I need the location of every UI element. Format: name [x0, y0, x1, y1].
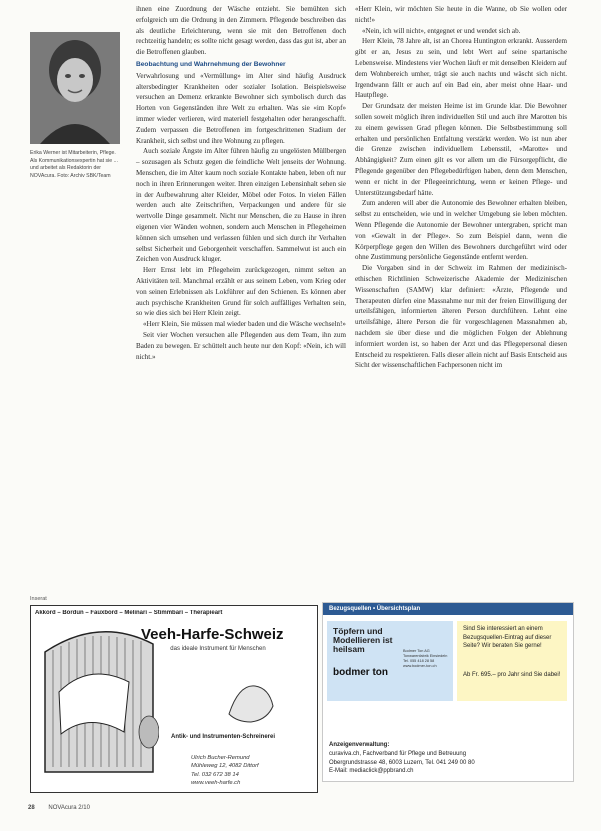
ton-small-print: Bodmer Ton AG Tonwarenfabrik Einsiedeln Tel. 055 418 28 58 www.bodmer-ton.ch: [403, 649, 448, 668]
section-heading: Beobachtung und Wahrnehmung der Bewohner: [136, 60, 286, 68]
paragraph: «Herr Klein, wir möchten Sie heute in die Wanne, ob Sie wollen oder nicht!»: [355, 5, 567, 24]
paragraph: Verwahrlosung und «Vermüllung» im Alter sind häufig Ausdruck altersbedingter Krankheiten oder sozialer Isolation. Beispielsweise versuchen an Demenz erkrankte Bewohner sich symbolisch durch das Horten von Gegenständen ihre Welt zu erhalten. Was sie «im Kopf» immer wieder verlieren, wird materiell festgehalten oder herangeschafft. Zudem verpassen die Betroffenen im fortgeschrittenen Stadium der Krankheit, sich selbst und ihre Wohnung zu pflegen.: [136, 71, 346, 145]
ton-line-2: Modellieren ist: [333, 635, 393, 645]
ad-address-street: Mühleweg 12, 4082 Dittorf: [191, 763, 259, 770]
ad-shop: Antik- und Instrumenten-Schreinerei: [171, 734, 276, 740]
paragraph: Zum anderen will aber die Autonomie des Bewohner erhalten bleiben, selbst zu entscheiden, wie und in welcher Umgebung sie leben möchten. Wenn Pflegende die Autonomie der Bewohner untergraben, spricht man von «Gewalt in der Pflege». So zum Beispiel dann, wenn die Körperpflege gegen den Willen des Bewohners durchgeführt wird oder ohne Zustimmung persönliche Gegenstände entfernt werden.: [355, 199, 567, 262]
paragraph: Herr Klein, 78 Jahre alt, ist an Chorea Huntington erkrankt. Ausserdem gibt er an, Jesus zu sein, und lebt Wert auf seine spartanische Lebensweise. Mindestens vier Wochen läuft er mit denselben Kleidern auf dem Wohnbereich umher, trägt sie auch nachts und wäscht sich nicht. Irgendwann fällt er auch auf ein Bad ein, aber meist ohne Haar- und Hautpflege.: [355, 37, 567, 100]
ad-label: Inserat: [30, 596, 47, 602]
paragraph: Die Vorgaben sind in der Schweiz im Rahmen der medizinisch-ethischen Richtlinien Schweizerische Akademie der Medizinischen Wissenschaften (SAMW) klar definiert: «Ärzte, Pflegende und Therapeuten dürfen eine Massnahme nur mit der freien Einwilligung der urteilsfähigen, informierten älteren Person durchführen. Lehnt eine urteilsfähige, ältere Person die für vorgeschlagenen Massnahmen ab, nachdem sie über diese und die möglichen Folgen der Ablehnung informiert worden ist, so haben der Arzt und das Pflegepersonal diesen Entscheid zu respektieren. Falls dieser allein nicht auf Basis Entscheid aus Sicht der wissenschaftlichen Fachpersonen nicht im: [355, 264, 567, 370]
anz-title: Anzeigenverwaltung:: [329, 742, 390, 748]
article-column-2: [355, 4, 567, 371]
ton-line-3: heilsam: [333, 644, 365, 654]
photo-caption: Erika Werner ist Mitarbeiterin, Pflege. Als Kommunikationsexpertin hat sie ... und arbeitet als Redaktorin der NOVAcura. Foto: Archiv SBK/Team: [30, 150, 118, 179]
bezugsquellen-panel: [322, 602, 574, 782]
ad-title: Veeh-Harfe-Schweiz: [141, 626, 284, 643]
ad-subtitle: das ideale Instrument für Menschen: [170, 646, 266, 652]
ton-brand: bodmer ton: [333, 667, 388, 678]
veeh-harfe-ad[interactable]: [30, 605, 318, 793]
paragraph: Herr Ernst lebt im Pflegeheim zurückgezogen, nimmt selten an Aktivitäten teil. Manchmal erzählt er aus seinem Leben, vom Krieg oder von seinen Erlebnissen als Lokführer auf den Schienen. Es können aber auch psychische Krankheiten Grund für solch auffälliges Verhalten sein, so wie dies sich bei Herr Klein zeigt.: [136, 266, 346, 318]
ad-strip: Akkord – Bordun – Fauxbord – Melinari – Stimmbari – Therapieart: [35, 610, 223, 616]
hand-icon: [221, 666, 281, 726]
paragraph: Seit vier Wochen versuchen alle Pflegenden aus dem Team, ihn zum Baden zu bewegen. Er schüttelt auch heute nur den Kopf: «Nein, ich will nicht.»: [136, 330, 346, 361]
paragraph: «Herr Klein, Sie müssen mal wieder baden und die Wäsche wechseln!»: [143, 320, 346, 329]
bodmer-ton-ad[interactable]: [327, 621, 453, 701]
page-footer: [28, 805, 90, 811]
magazine-issue: NOVAcura 2/10: [48, 805, 90, 811]
article-column-1: [136, 4, 346, 362]
ad-address-phone: Tel. 032 672 38 14: [191, 771, 239, 778]
anz-line-1: curaviva.ch, Fachverband für Pflege und Betreuung: [329, 750, 467, 757]
promo-price: Ab Fr. 695.– pro Jahr sind Sie dabei!: [463, 672, 561, 678]
paragraph: ihnen eine Zuordnung der Wäsche entzieht. Sie bemühten sich erfolgreich um die Ordnung in den Zimmern. Pflegende beschreiben das als deutliche Erleichterung, wenn sie mit den Betroffenen doch rechtzeitig handeln; es sollte nicht gesagt werden, dass das gut ist, aber an die Betroffenen glauben.: [136, 5, 346, 57]
panel-header: Bezugsquellen • Übersichtsplan: [323, 603, 573, 615]
paragraph: «Nein, ich will nicht», entgegnet er und wendet sich ab.: [362, 26, 521, 35]
ton-line-1: Töpfern und: [333, 626, 383, 636]
ad-address-name: Ulrich Bucher-Remund: [191, 755, 250, 761]
ad-address-web[interactable]: www.veeh-harfe.ch: [191, 780, 241, 787]
harp-icon: [39, 622, 159, 782]
paragraph: Der Grundsatz der meisten Heime ist im Grunde klar. Die Bewohner sollen soweit möglich ihren individuellen Stil und auch ihre Marotten bis zu einem gewissen Grad pflegen können. Die Selbstbestimmung soll erhalten und persönlichen Entfaltung verstärkt werden. Wo ist nun aber die Grenze zwischen individuellem Lebensstil, «Marotte» und Abhängigkeit? Zum einen gilt es vor allem um die Fürsorgepflicht, die Pflegende gegenüber den Pflegebedürftigen haben, denn dem Menschen, wenn er nicht in der Pflegeeinrichtung, wenn er keinen Pflege- und Unterstützungsbedarf hätte.: [355, 102, 567, 197]
promo-text: Sind Sie interessiert an einem Bezugsquellen-Eintrag auf dieser Seite? Wir beraten Sie gerne!: [463, 626, 552, 650]
ad-administration: [329, 741, 569, 776]
ad-address: [191, 754, 259, 788]
anz-line-3[interactable]: E-Mail: mediaclick@ppbrand.ch: [329, 768, 414, 775]
paragraph: Auch soziale Ängste im Alter führen häufig zu ungelösten Müllbergen – sozusagen als Schutz gegen die feindliche Welt jenseits der Wohnung. Menschen, die im Alter kaum noch soziale Kontakte haben, leben oft nur noch in ihren Erinnerungen weiter. Ihren einzigen Lebensinhalt sehen sie in der Aufbewahrung alter Kleider, Möbel oder Fotos. In vielen Fällen werden auch alte Zeitschriften, Verpackungen und andere für sie wertvolle Dinge gesammelt. Nicht nur Menschen, die zu Hause in ihren eigenen vier Wänden wohnen, sondern auch Menschen in Pflegeheimen können sich umsehen und verlassen fühlen und sich durch ihr Verhalten selbst Sicherheit und Geborgenheit verschaffen. Sammelwut ist auch ein Zeichen von Ausdruck kluger.: [136, 147, 346, 264]
ton-headline: [333, 627, 393, 654]
page-number: 28: [28, 805, 35, 811]
anz-line-2: Obergrundstrasse 48, 6003 Luzern, Tel. 041 249 00 80: [329, 759, 475, 766]
promo-box: [457, 621, 567, 701]
author-photo: [30, 32, 120, 144]
